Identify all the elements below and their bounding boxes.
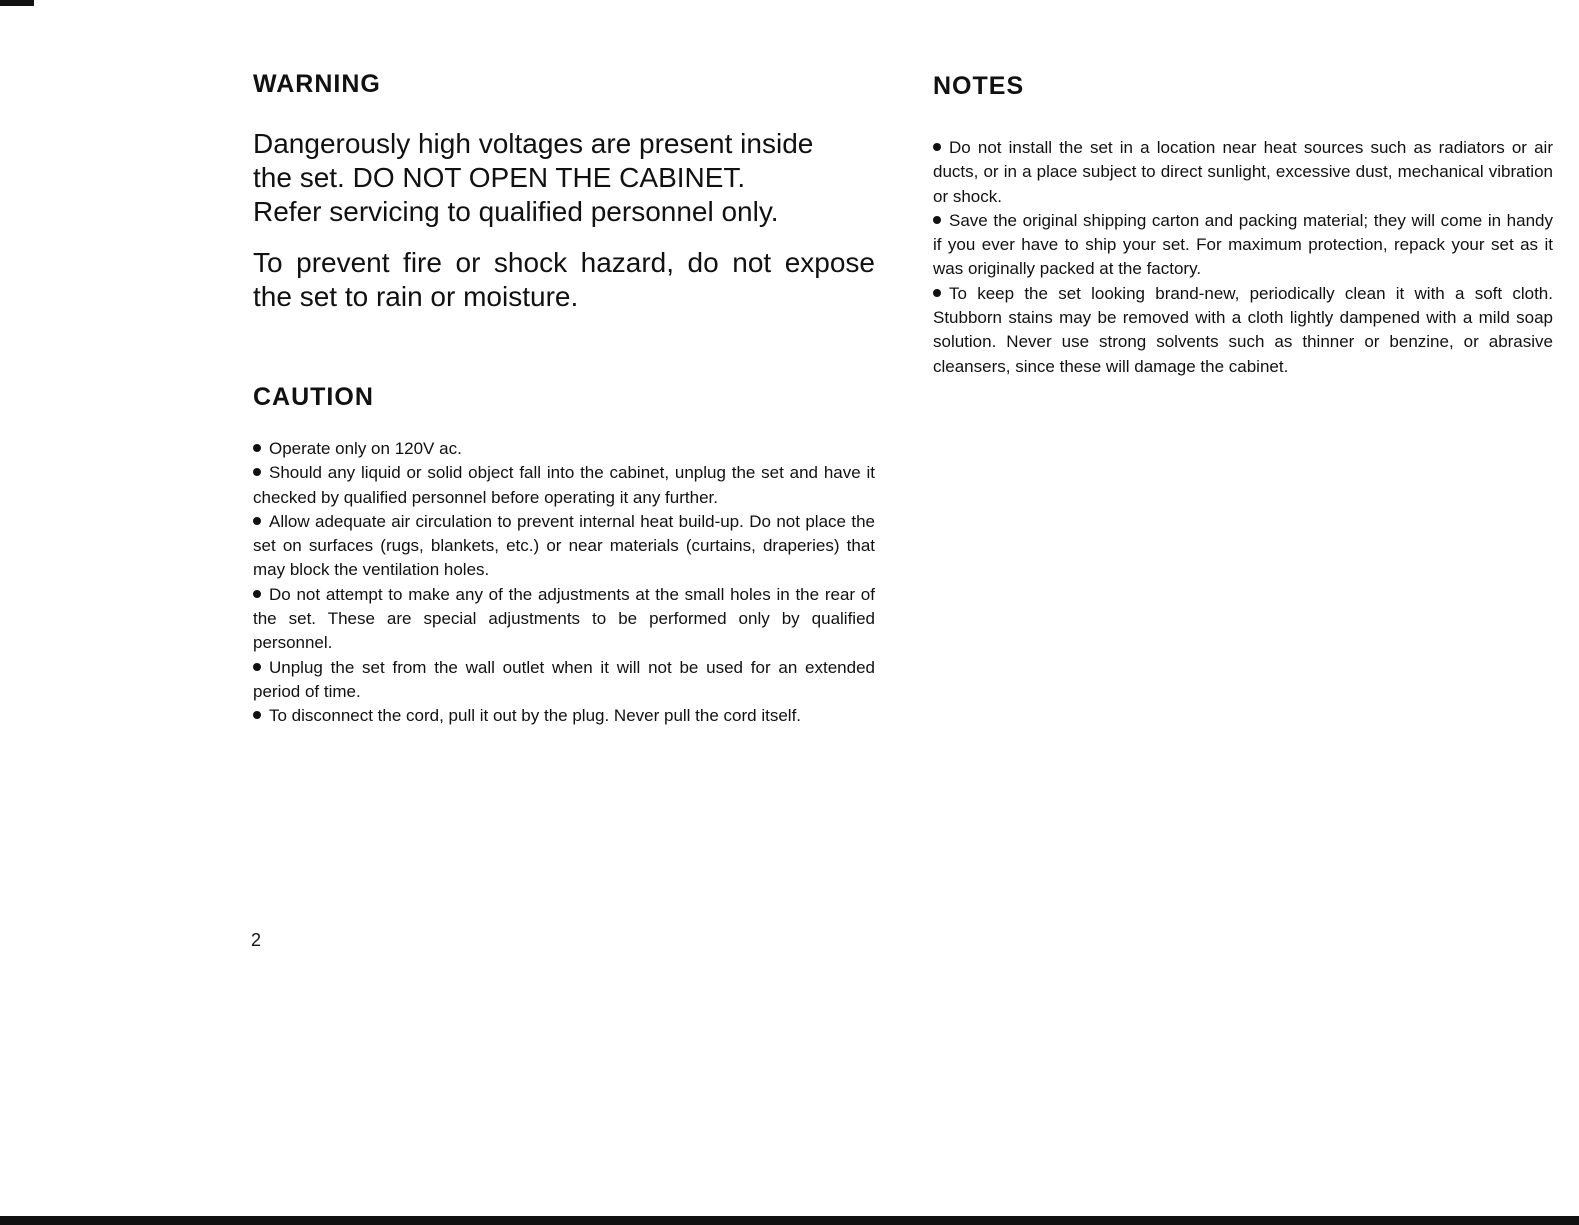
- caution-item-text: To disconnect the cord, pull it out by the plug. Never pull the cord itself.: [269, 706, 802, 726]
- notes-item: [933, 209, 1553, 282]
- caution-item: [253, 704, 875, 728]
- bullet-icon: [253, 468, 261, 476]
- bullet-icon: [933, 216, 941, 224]
- bullet-icon: [933, 143, 941, 151]
- bottom-scan-edge: [0, 1216, 1579, 1225]
- caution-item-text: Unplug the set from the wall outlet when it will not be used for an extended period of time.: [253, 657, 875, 701]
- bullet-icon: [253, 711, 261, 719]
- bullet-icon: [253, 590, 261, 598]
- caution-heading: CAUTION: [253, 383, 374, 411]
- bullet-icon: [253, 444, 261, 452]
- caution-item: [253, 510, 875, 583]
- corner-scan-mark: [0, 0, 34, 6]
- page-number: 2: [251, 930, 262, 950]
- caution-item: [253, 656, 875, 705]
- left-column: [253, 70, 875, 729]
- warning-line: Dangerously high voltages are present inside: [253, 128, 814, 159]
- notes-item-text: Save the original shipping carton and packing material; they will come in handy if you ever have to ship your set. For maximum protection, repack your set as it was originally packed at the factory.: [933, 210, 1553, 279]
- bullet-icon: [253, 517, 261, 525]
- caution-list: [253, 437, 875, 729]
- caution-item-text: Allow adequate air circulation to prevent internal heat build-up. Do not place the set on surfaces (rugs, blankets, etc.) or near materials (curtains, draperies) that may block the ventilation holes.: [253, 511, 875, 580]
- caution-item: [253, 461, 875, 510]
- warning-paragraph: [253, 127, 875, 229]
- notes-item-text: Do not install the set in a location near heat sources such as radiators or air ducts, or in a place subject to direct sunlight, excessive dust, mechanical vibration or shock.: [933, 138, 1553, 206]
- warning-line: Refer servicing to qualified personnel only.: [253, 196, 779, 227]
- bullet-icon: [253, 663, 261, 671]
- caution-item-text: Do not attempt to make any of the adjustments at the small holes in the rear of the set. These are special adjustments to be performed only by qualified personnel.: [253, 584, 875, 653]
- warning-heading: WARNING: [253, 70, 381, 98]
- warning-line: the set. DO NOT OPEN THE CABINET.: [253, 162, 746, 193]
- notes-list: [933, 136, 1553, 379]
- caution-item-text: Should any liquid or solid object fall into the cabinet, unplug the set and have it checked by qualified personnel before operating it any further.: [253, 463, 875, 507]
- notes-item: [933, 136, 1553, 209]
- notes-item: [933, 282, 1553, 379]
- caution-item: [253, 437, 875, 461]
- notes-heading: NOTES: [933, 72, 1025, 100]
- caution-item-text: Operate only on 120V ac.: [269, 439, 462, 458]
- bullet-icon: [933, 289, 941, 297]
- caution-item: [253, 583, 875, 656]
- fire-shock-warning: To prevent fire or shock hazard, do not expose the set to rain or moisture.: [253, 247, 875, 312]
- right-column: [933, 72, 1553, 379]
- notes-item-text: To keep the set looking brand-new, periodically clean it with a soft cloth. Stubborn stains may be removed with a cloth lightly dampened with a mild soap solution. Never use strong solvents such as thinner or benzine, or abrasive cleansers, since these will damage the cabinet.: [933, 283, 1553, 376]
